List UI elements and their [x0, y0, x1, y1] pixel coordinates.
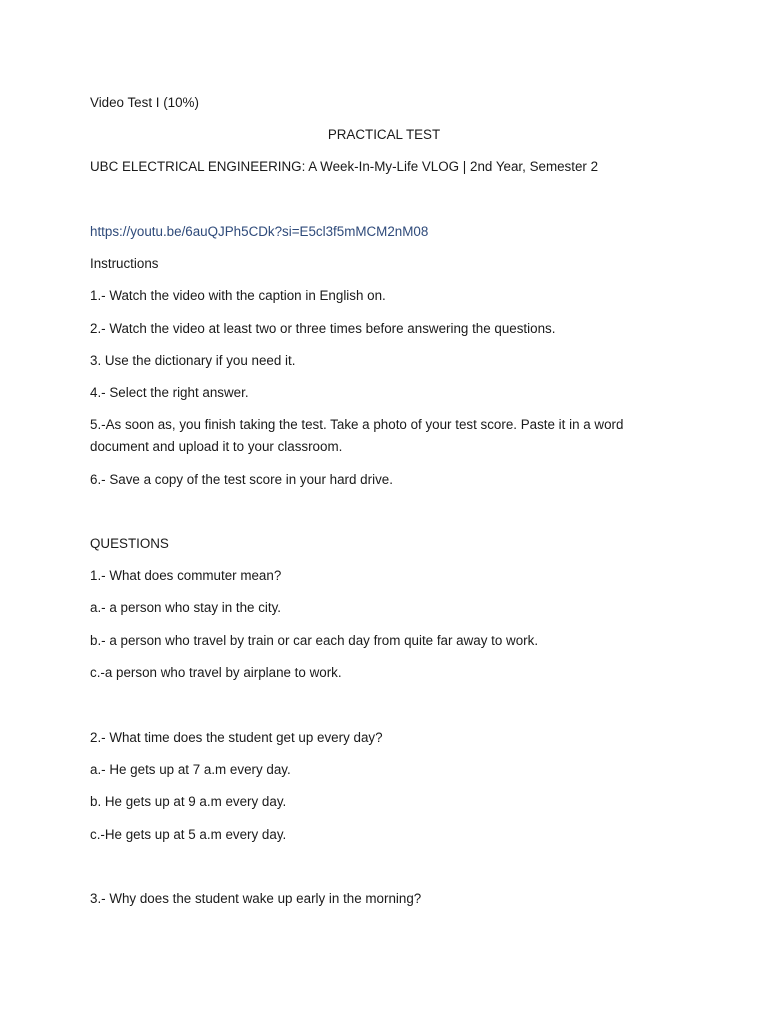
instruction-item-4: 4.- Select the right answer. [90, 385, 249, 400]
test-title: Video Test I (10%) [90, 95, 199, 110]
questions-heading: QUESTIONS [90, 536, 169, 551]
question-2-option-b: b. He gets up at 9 a.m every day. [90, 794, 287, 809]
practical-test-heading: PRACTICAL TEST [327, 127, 441, 142]
question-3: 3.- Why does the student wake up early in the morning? [90, 891, 422, 906]
instruction-item-3: 3. Use the dictionary if you need it. [90, 353, 296, 368]
instruction-item-1: 1.- Watch the video with the caption in English on. [90, 288, 386, 303]
video-title: UBC ELECTRICAL ENGINEERING: A Week-In-My-Life VLOG | 2nd Year, Semester 2 [90, 159, 599, 174]
instruction-item-2: 2.- Watch the video at least two or three times before answering the questions. [90, 321, 556, 336]
question-1-option-c: c.-a person who travel by airplane to work. [90, 665, 342, 680]
question-1: 1.- What does commuter mean? [90, 568, 282, 583]
question-2-option-c: c.-He gets up at 5 a.m every day. [90, 827, 287, 842]
instruction-item-5: 5.-As soon as, you finish taking the test. Take a photo of your test score. Paste it in a word document and upload it to your classroom. [90, 417, 624, 454]
question-1-option-b: b.- a person who travel by train or car each day from quite far away to work. [90, 633, 539, 648]
question-2: 2.- What time does the student get up every day? [90, 730, 383, 745]
instruction-item-6: 6.- Save a copy of the test score in your hard drive. [90, 472, 393, 487]
instructions-heading: Instructions [90, 256, 159, 271]
question-1-option-a: a.- a person who stay in the city. [90, 600, 282, 615]
question-2-option-a: a.- He gets up at 7 a.m every day. [90, 762, 291, 777]
video-link[interactable]: https://youtu.be/6auQJPh5CDk?si=E5cl3f5mMCM2nM08 [90, 224, 429, 239]
